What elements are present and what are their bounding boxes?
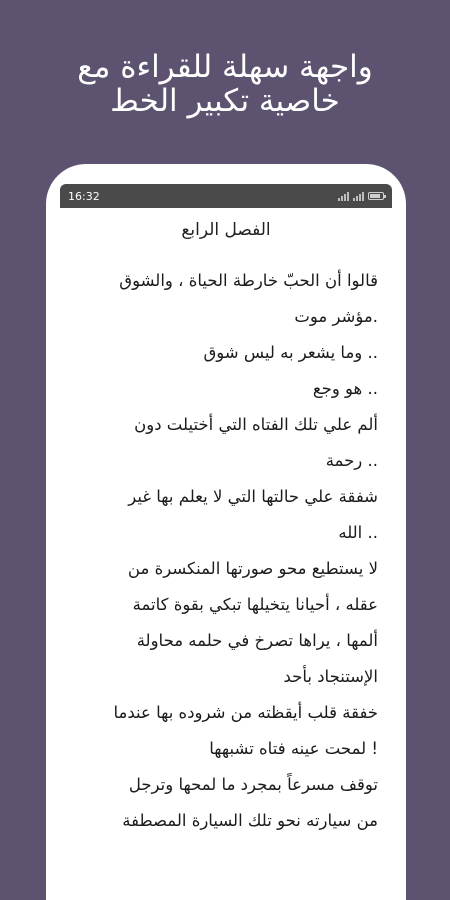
text-line: .. وما يشعر به ليس شوق xyxy=(203,343,378,362)
text-line: ألمها ، يراها تصرخ في حلمه محاولة xyxy=(136,631,378,650)
text-line: ألم علي تلك الفتاه التي أختيلت دون xyxy=(134,415,378,434)
text-line: لا يستطيع محو صورتها المنكسرة من xyxy=(127,559,378,578)
text-line: قالوا أن الحبّ خارطة الحياة ، والشوق xyxy=(119,271,378,290)
phone-frame xyxy=(46,164,406,900)
text-line: شفقة علي حالتها التي لا يعلم بها غير xyxy=(128,487,378,506)
text-line: .. رحمة xyxy=(325,451,378,470)
text-line: عقله ، أحيانا يتخيلها تبكي بقوة كاتمة xyxy=(132,595,378,614)
chapter-title: الفصل الرابع xyxy=(181,220,271,240)
chapter-text[interactable] xyxy=(60,263,392,839)
status-time: 16:32 xyxy=(68,189,100,203)
text-line: توقف مسرعاً بمجرد ما لمحها وترجل xyxy=(128,775,378,794)
text-line: .. هو وجع xyxy=(312,379,378,398)
text-line: من سيارته نحو تلك السيارة المصطفة xyxy=(122,811,378,830)
status-bar xyxy=(60,184,392,208)
text-line: الإستنجاد بأحد xyxy=(283,667,378,686)
text-line: ! لمحت عينه فتاه تشبهها xyxy=(209,739,378,758)
text-line: .مؤشر موت xyxy=(294,307,378,326)
text-line: خفقة قلب أيقظته من شروده بها عندما xyxy=(113,703,378,722)
promo-title-line: خاصية تكبير الخط xyxy=(110,83,340,119)
text-line: .. الله xyxy=(338,523,378,542)
promo-title-line: واجهة سهلة للقراءة مع xyxy=(77,49,373,85)
reader-screen xyxy=(60,184,392,888)
signal-icon xyxy=(353,192,364,201)
signal-icon xyxy=(338,192,349,201)
battery-icon xyxy=(368,192,384,200)
status-icons xyxy=(338,192,384,201)
promo-title xyxy=(0,50,450,118)
